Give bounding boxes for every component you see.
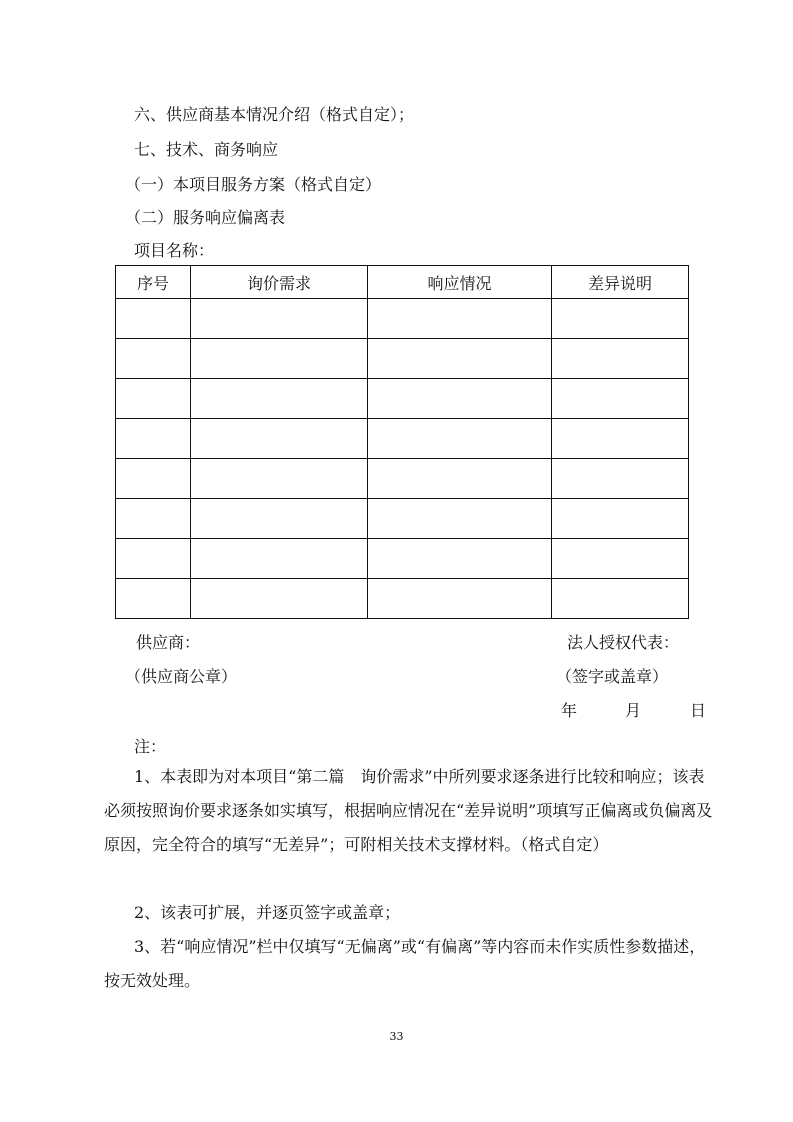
subsection-service-plan: （一）本项目服务方案（格式自定） bbox=[125, 175, 382, 194]
table-cell[interactable] bbox=[368, 379, 552, 419]
page-number: 33 bbox=[389, 1030, 404, 1043]
table-cell[interactable] bbox=[368, 459, 552, 499]
legal-rep-sign-label: （签字或盖章） bbox=[556, 667, 669, 686]
table-cell[interactable] bbox=[191, 339, 368, 379]
table-row bbox=[116, 419, 689, 459]
table-row bbox=[116, 579, 689, 619]
date-year-label: 年 bbox=[561, 701, 578, 720]
table-cell[interactable] bbox=[191, 379, 368, 419]
deviation-table bbox=[115, 265, 689, 619]
section-heading-7: 七、技术、商务响应 bbox=[134, 140, 279, 159]
table-cell[interactable] bbox=[191, 499, 368, 539]
table-row bbox=[116, 539, 689, 579]
table-cell[interactable] bbox=[116, 579, 191, 619]
table-cell[interactable] bbox=[191, 539, 368, 579]
table-row bbox=[116, 459, 689, 499]
section-heading-6: 六、供应商基本情况介绍（格式自定）； bbox=[134, 105, 415, 124]
table-cell[interactable] bbox=[191, 299, 368, 339]
header-serial-number: 序号 bbox=[116, 266, 191, 299]
table-row bbox=[116, 299, 689, 339]
note-item-3: 3、若“响应情况”栏中仅填写“无偏离”或“有偏离”等内容而未作实质性参数描述，按无效处理。 bbox=[104, 937, 706, 990]
note-item-1: 1、本表即为对本项目“第二篇 询价需求”中所列要求逐条进行比较和响应；该表必须按照询价要求逐条如实填写，根据响应情况在“差异说明”项填写正偏离或负偏离及原因，完全符合的填写“无差异”；可附相关技术支撑材料。（格式自定） bbox=[104, 767, 713, 854]
table-cell[interactable] bbox=[368, 419, 552, 459]
header-inquiry-requirement: 询价需求 bbox=[191, 266, 368, 299]
table-cell[interactable] bbox=[368, 339, 552, 379]
table-cell[interactable] bbox=[191, 459, 368, 499]
table-cell[interactable] bbox=[552, 339, 689, 379]
header-difference-note: 差异说明 bbox=[552, 266, 689, 299]
table-cell[interactable] bbox=[368, 579, 552, 619]
notes-title: 注： bbox=[134, 737, 167, 756]
table-cell[interactable] bbox=[116, 539, 191, 579]
date-day-label: 日 bbox=[690, 701, 707, 720]
table-cell[interactable] bbox=[552, 419, 689, 459]
table-cell[interactable] bbox=[191, 579, 368, 619]
table-cell[interactable] bbox=[368, 499, 552, 539]
table-cell[interactable] bbox=[368, 299, 552, 339]
table-cell[interactable] bbox=[552, 459, 689, 499]
table-cell[interactable] bbox=[368, 539, 552, 579]
table-cell[interactable] bbox=[552, 539, 689, 579]
table-row bbox=[116, 499, 689, 539]
table-cell[interactable] bbox=[552, 499, 689, 539]
supplier-seal-label: （供应商公章） bbox=[125, 667, 238, 686]
project-name-label: 项目名称： bbox=[134, 241, 215, 260]
table-row bbox=[116, 339, 689, 379]
table-header-row bbox=[116, 266, 689, 299]
legal-rep-label: 法人授权代表： bbox=[567, 633, 680, 652]
table-cell[interactable] bbox=[191, 419, 368, 459]
table-cell[interactable] bbox=[116, 339, 191, 379]
table-cell[interactable] bbox=[552, 579, 689, 619]
table-cell[interactable] bbox=[552, 379, 689, 419]
table-row bbox=[116, 379, 689, 419]
date-month-label: 月 bbox=[625, 701, 642, 720]
table-cell[interactable] bbox=[552, 299, 689, 339]
table-cell[interactable] bbox=[116, 419, 191, 459]
table-cell[interactable] bbox=[116, 459, 191, 499]
table-cell[interactable] bbox=[116, 299, 191, 339]
table-cell[interactable] bbox=[116, 379, 191, 419]
header-response-status: 响应情况 bbox=[368, 266, 552, 299]
supplier-label: 供应商： bbox=[136, 633, 201, 652]
table-cell[interactable] bbox=[116, 499, 191, 539]
subsection-deviation-table: （二）服务响应偏离表 bbox=[125, 208, 286, 227]
note-item-2: 2、该表可扩展，并逐页签字或盖章； bbox=[134, 903, 401, 922]
